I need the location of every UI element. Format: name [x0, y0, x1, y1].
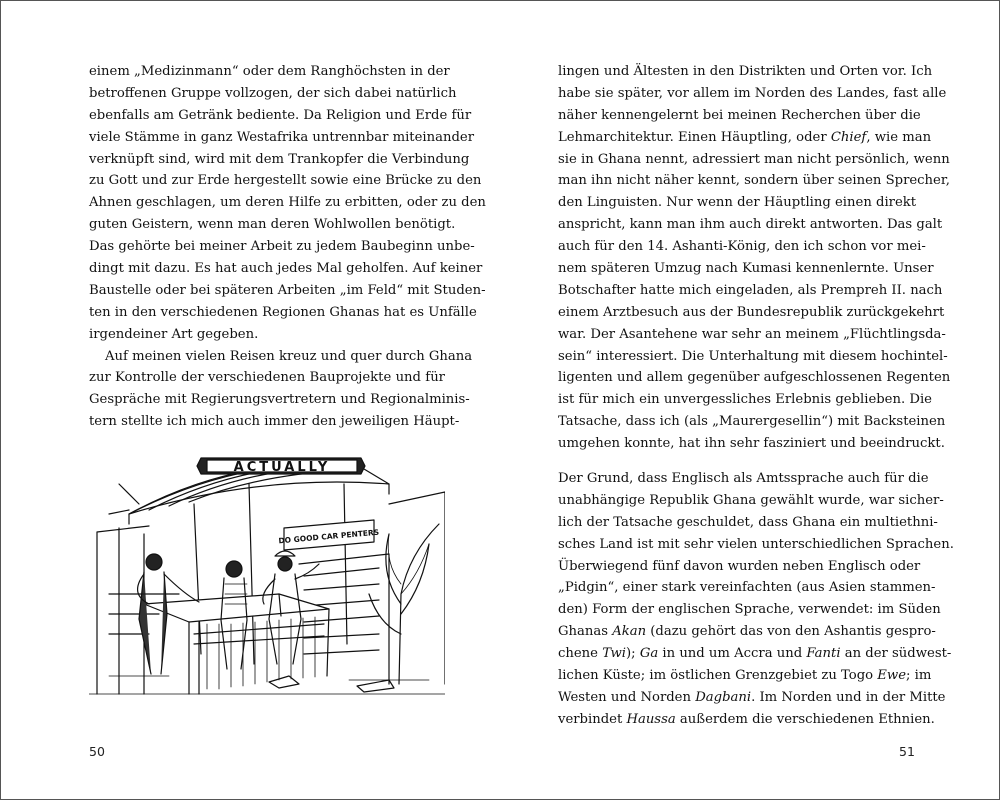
text-line: betroffenen Gruppe vollzogen, der sich dabei natürlich	[89, 85, 457, 101]
text-run: . Im Norden und in der Mitte	[751, 689, 946, 705]
text-line: irgendeiner Art gegeben.	[89, 326, 259, 342]
text-line: dingt mit dazu. Es hat auch jedes Mal geholfen. Auf keiner	[89, 261, 483, 277]
italic-term: Haussa	[626, 711, 676, 727]
text-run: an der südwest-	[840, 646, 952, 662]
text-line: ist für mich ein unvergessliches Erlebnis geblieben. Die	[558, 392, 932, 408]
text-line: man ihn nicht näher kennt, sondern über seinen Sprecher,	[558, 173, 950, 189]
text-line: zu Gott und zur Erde hergestellt sowie eine Brücke zu den	[89, 173, 482, 189]
text-line: war. Der Asantehene war sehr an meinem „Flüchtlingsda-	[558, 326, 946, 342]
left-page-text	[89, 61, 486, 433]
text-line: einem „Medizinmann“ oder dem Ranghöchsten in der	[89, 64, 450, 79]
text-line: ligenten und allem gegenüber aufgeschlossenen Regenten	[558, 370, 951, 386]
text-line: lich der Tatsache geschuldet, dass Ghana ein multiethni-	[558, 514, 938, 530]
text-line: sches Land ist mit sehr vielen unterschiedlichen Sprachen.	[558, 536, 954, 552]
text-run: lichen Küste; im östlichen Grenzgebiet zu Togo	[558, 668, 878, 684]
text-line: nem späteren Umzug nach Kumasi kennenlernte. Unser	[558, 261, 934, 277]
text-line: Ahnen geschlagen, um deren Hilfe zu erbitten, oder zu den	[89, 195, 486, 211]
paragraph-gap	[558, 455, 914, 468]
text-line: Auf meinen vielen Reisen kreuz und quer durch Ghana	[105, 348, 473, 364]
text-line	[558, 665, 932, 687]
text-line: auch für den 14. Ashanti-König, den ich schon vor mei-	[558, 239, 926, 255]
text-line	[558, 709, 935, 731]
text-line: Botschafter hatte mich eingeladen, als Prempreh II. nach	[558, 282, 943, 298]
text-line: anspricht, kann man ihm auch direkt antworten. Das galt	[558, 217, 943, 233]
text-line: Das gehörte bei meiner Arbeit zu jedem Baubeginn unbe-	[89, 239, 475, 255]
text-line: umgehen konnte, hat ihn sehr fasziniert und beeindruckt.	[558, 436, 945, 452]
actually-sign	[197, 458, 365, 475]
text-line: habe sie später, vor allem im Norden des Landes, fast alle	[558, 85, 947, 101]
carpenters-board	[278, 520, 379, 550]
text-line: sein“ interessiert. Die Unterhaltung mit diesem hochintel-	[558, 348, 948, 364]
text-line: Gespräche mit Regierungsvertretern und Regionalminis-	[89, 392, 470, 408]
italic-term: Ewe	[877, 668, 907, 684]
text-line	[558, 127, 932, 149]
text-line: zur Kontrolle der verschiedenen Bauprojekte und für	[89, 370, 445, 386]
text-run: ; im	[906, 668, 932, 684]
text-run: Lehmarchitektur. Einen Häuptling, oder	[558, 129, 831, 145]
text-line	[558, 643, 952, 665]
text-run: verbindet	[558, 711, 627, 727]
text-line: verknüpft sind, wird mit dem Trankopfer die Verbindung	[89, 151, 470, 167]
workbench	[144, 594, 329, 694]
text-line: Überwiegend fünf davon wurden neben Englisch oder	[558, 558, 921, 574]
right-page	[501, 1, 1000, 801]
text-line: Baustelle oder bei späteren Arbeiten „im Feld“ mit Studen-	[89, 282, 486, 298]
text-line: tern stellte ich mich auch immer den jeweiligen Häupt-	[89, 414, 460, 430]
text-line: „Pidgin“, einer stark vereinfachten (aus Asien stammen-	[558, 580, 936, 596]
italic-term: Akan	[612, 624, 647, 640]
text-line: ebenfalls am Getränk bediente. Da Religion und Erde für	[89, 107, 472, 123]
text-line	[558, 687, 946, 709]
text-line: Der Grund, dass Englisch als Amtssprache auch für die	[558, 471, 929, 487]
plant	[369, 524, 439, 684]
italic-term: Chief	[830, 129, 867, 145]
carpenters-workshop-illustration	[89, 444, 445, 704]
text-line: guten Geistern, wenn man deren Wohlwollen benötigt.	[89, 217, 456, 233]
text-run: Westen und Norden	[558, 689, 696, 705]
text-line: viele Stämme in ganz Westafrika untrennbar miteinander	[89, 129, 475, 145]
italic-term: Ga	[639, 646, 659, 662]
page-number: 51	[899, 744, 915, 759]
text-line	[558, 621, 936, 643]
page-number: 50	[89, 744, 105, 759]
italic-term: Fanti	[806, 646, 841, 662]
italic-term: Dagbani	[695, 689, 752, 705]
text-run: chene	[558, 646, 603, 662]
text-run: , wie man	[866, 129, 932, 145]
text-line: den Linguisten. Nur wenn der Häuptling einen direkt	[558, 195, 917, 211]
text-line: näher kennengelernt bei meinen Recherchen über die	[558, 107, 921, 123]
text-run: (dazu gehört das von den Ashantis gespro-	[646, 624, 936, 640]
right-page-text	[558, 61, 954, 731]
text-line: sie in Ghana nennt, adressiert man nicht persönlich, wenn	[558, 151, 950, 167]
text-run: );	[626, 646, 640, 662]
text-run: außerdem die verschiedenen Ethnien.	[675, 711, 935, 727]
text-run: in und um Accra und	[658, 646, 807, 662]
text-line: Tatsache, dass ich (als „Maurergesellin“) mit Backsteinen	[558, 414, 946, 430]
board-text: DO GOOD CAR PENTERS	[278, 527, 380, 546]
text-line: ten in den verschiedenen Regionen Ghanas hat es Unfälle	[89, 304, 477, 320]
left-page	[1, 1, 501, 801]
sign-text: ACTUALLY	[233, 460, 331, 475]
text-run: Ghanas	[558, 624, 613, 640]
text-line: unabhängige Republik Ghana gewählt wurde, war sicher-	[558, 492, 944, 508]
italic-term: Twi	[602, 646, 627, 662]
text-line: lingen und Ältesten in den Distrikten und Orten vor. Ich	[558, 64, 933, 79]
text-line: den) Form der englischen Sprache, verwendet: im Süden	[558, 602, 941, 618]
text-line: einem Arztbesuch aus der Bundesrepublik zurückgekehrt	[558, 304, 945, 320]
